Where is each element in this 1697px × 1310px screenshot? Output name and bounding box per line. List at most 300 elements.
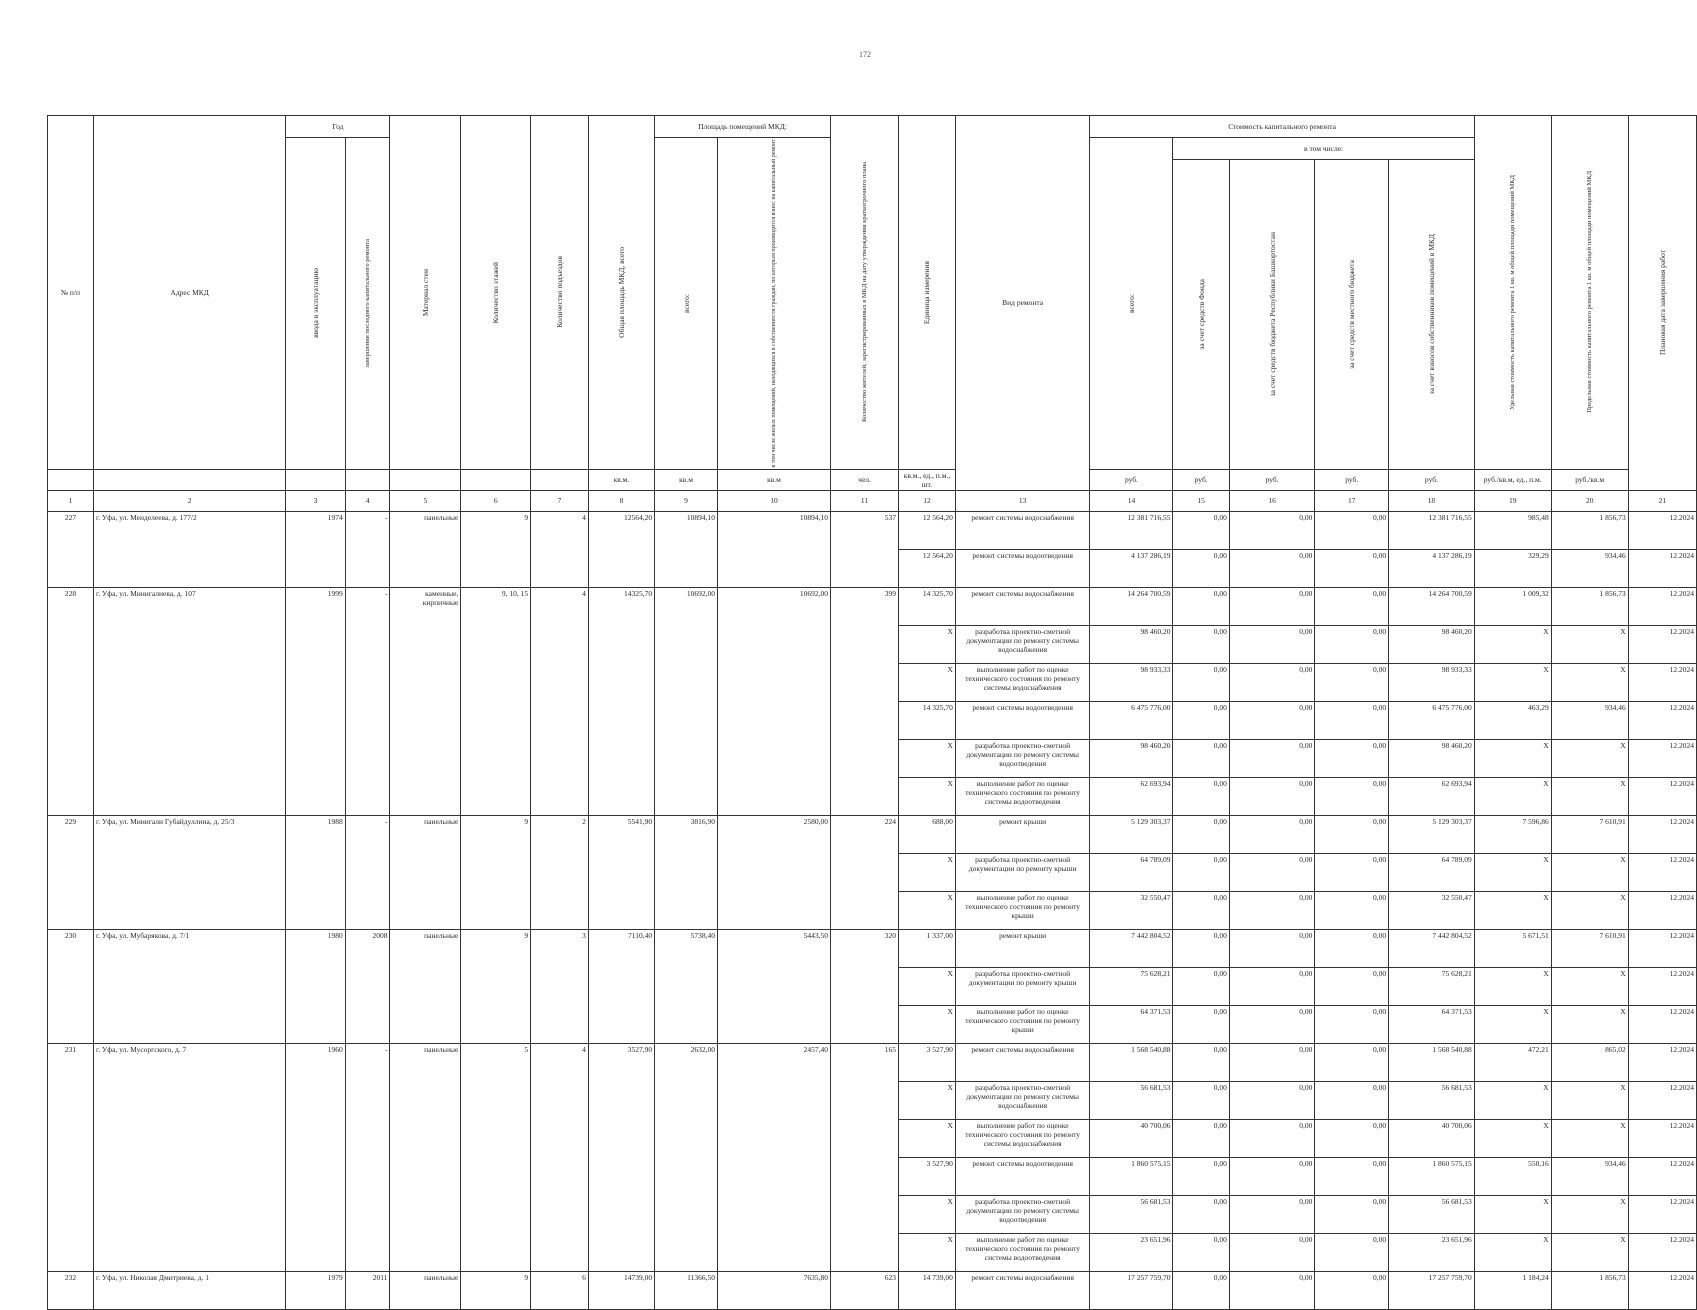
work-cost-fund: 0,00 — [1173, 511, 1229, 549]
building-address — [93, 1157, 285, 1195]
building-premises-paying — [718, 739, 831, 777]
table-row — [48, 967, 1697, 1005]
building-residents — [831, 1195, 899, 1233]
building-premises-paying — [718, 1157, 831, 1195]
work-cost-republic: 0,00 — [1229, 625, 1315, 663]
building-entrances — [531, 1119, 589, 1157]
building-total-area: 12564,20 — [588, 511, 654, 549]
building-material: панельные — [390, 1043, 461, 1081]
table-row — [48, 891, 1697, 929]
building-num — [48, 625, 94, 663]
work-cost-owners: 4 137 286,19 — [1389, 549, 1475, 587]
header-unit: Единица измерения — [922, 260, 932, 324]
building-num — [48, 1081, 94, 1119]
header-floors: Количество этажей — [491, 261, 501, 323]
table-row — [48, 1119, 1697, 1157]
building-year — [286, 1233, 345, 1271]
work-cost-fund: 0,00 — [1173, 1157, 1229, 1195]
building-num — [48, 739, 94, 777]
building-premises-paying — [718, 891, 831, 929]
work-cost-republic: 0,00 — [1229, 1233, 1315, 1271]
building-num — [48, 1005, 94, 1043]
header-cost-local: за счет средств местного бюджета — [1347, 259, 1357, 369]
building-year — [286, 663, 345, 701]
building-premises-paying: 2580,00 — [718, 815, 831, 853]
building-year — [286, 1081, 345, 1119]
work-cost-republic: 0,00 — [1229, 1195, 1315, 1233]
building-premises-paying: 10692,00 — [718, 587, 831, 625]
building-address — [93, 1081, 285, 1119]
column-number: 9 — [655, 490, 718, 511]
work-unit-cost: 463,29 — [1474, 701, 1551, 739]
work-cost-owners: 56 681,53 — [1389, 1081, 1475, 1119]
table-row — [48, 1271, 1697, 1309]
header-unit-cost: Удельная стоимость капитального ремонта 1 кв. м общей площади помещений МКД — [1509, 174, 1517, 410]
work-cost-local: 0,00 — [1315, 815, 1389, 853]
work-plan-date: 12.2024 — [1628, 1157, 1696, 1195]
table-row — [48, 1195, 1697, 1233]
work-max-cost: X — [1551, 1081, 1628, 1119]
building-floors — [461, 1233, 531, 1271]
work-type: разработка проектно-сметной документации по ремонту системы водоснабжения — [955, 625, 1090, 663]
table-row — [48, 511, 1697, 549]
header-year-last-repair: завершения последнего капитального ремонта — [364, 238, 372, 368]
work-cost-owners: 17 257 759,70 — [1389, 1271, 1475, 1309]
unit-cost-total: руб. — [1090, 469, 1173, 490]
work-cost-local: 0,00 — [1315, 1195, 1389, 1233]
work-max-cost: 934,46 — [1551, 701, 1628, 739]
work-plan-date: 12.2024 — [1628, 853, 1696, 891]
table-row — [48, 1043, 1697, 1081]
work-cost-republic: 0,00 — [1229, 663, 1315, 701]
work-cost-local: 0,00 — [1315, 739, 1389, 777]
table-row — [48, 1005, 1697, 1043]
building-premises-total — [655, 739, 718, 777]
work-cost-total: 98 460,20 — [1090, 739, 1173, 777]
building-last-repair — [345, 853, 390, 891]
building-year: 1979 — [286, 1271, 345, 1309]
building-address — [93, 967, 285, 1005]
building-premises-paying — [718, 1081, 831, 1119]
unit-residents: чел. — [831, 469, 899, 490]
building-floors — [461, 1195, 531, 1233]
work-cost-fund: 0,00 — [1173, 929, 1229, 967]
building-num: 231 — [48, 1043, 94, 1081]
building-num: 229 — [48, 815, 94, 853]
column-number: 17 — [1315, 490, 1389, 511]
work-cost-total: 64 371,53 — [1090, 1005, 1173, 1043]
work-max-cost: X — [1551, 1195, 1628, 1233]
work-cost-republic: 0,00 — [1229, 777, 1315, 815]
building-floors — [461, 777, 531, 815]
work-cost-local: 0,00 — [1315, 625, 1389, 663]
building-entrances — [531, 625, 589, 663]
building-floors — [461, 701, 531, 739]
building-entrances: 2 — [531, 815, 589, 853]
work-cost-fund: 0,00 — [1173, 967, 1229, 1005]
work-cost-local: 0,00 — [1315, 967, 1389, 1005]
work-cost-total: 14 264 700,59 — [1090, 587, 1173, 625]
building-premises-paying: 5443,50 — [718, 929, 831, 967]
work-cost-total: 4 137 286,19 — [1090, 549, 1173, 587]
work-max-cost: 1 856,73 — [1551, 511, 1628, 549]
header-year-group: Год — [286, 116, 390, 138]
work-type: разработка проектно-сметной документации по ремонту системы водоотведения — [955, 739, 1090, 777]
building-year — [286, 701, 345, 739]
work-cost-republic: 0,00 — [1229, 511, 1315, 549]
building-num — [48, 777, 94, 815]
work-type: выполнение работ по оценке технического состояния по ремонту системы водоотведения — [955, 777, 1090, 815]
work-measure: 3 527,90 — [899, 1043, 956, 1081]
work-cost-total: 23 651,96 — [1090, 1233, 1173, 1271]
work-type: ремонт системы водоснабжения — [955, 1271, 1090, 1309]
building-entrances: 4 — [531, 587, 589, 625]
building-address — [93, 1005, 285, 1043]
work-measure: 12 564,20 — [899, 511, 956, 549]
building-floors — [461, 663, 531, 701]
building-last-repair: 2011 — [345, 1271, 390, 1309]
work-cost-local: 0,00 — [1315, 701, 1389, 739]
work-cost-owners: 7 442 804,52 — [1389, 929, 1475, 967]
building-address — [93, 1195, 285, 1233]
work-cost-owners: 62 693,94 — [1389, 777, 1475, 815]
column-number: 5 — [390, 490, 461, 511]
work-cost-local: 0,00 — [1315, 587, 1389, 625]
work-plan-date: 12.2024 — [1628, 929, 1696, 967]
work-max-cost: 934,46 — [1551, 549, 1628, 587]
work-measure: X — [899, 853, 956, 891]
work-max-cost: X — [1551, 777, 1628, 815]
work-max-cost: 7 610,91 — [1551, 929, 1628, 967]
building-floors — [461, 853, 531, 891]
work-measure: 1 337,00 — [899, 929, 956, 967]
building-premises-total — [655, 853, 718, 891]
work-plan-date: 12.2024 — [1628, 777, 1696, 815]
header-premises-total: всего: — [681, 293, 691, 313]
building-num — [48, 701, 94, 739]
building-address: г. Уфа, ул. Мубарякова, д. 7/1 — [93, 929, 285, 967]
work-cost-total: 1 568 540,88 — [1090, 1043, 1173, 1081]
header-repair-type: Вид ремонта — [955, 116, 1090, 491]
work-type: ремонт системы водоотведения — [955, 701, 1090, 739]
work-cost-republic: 0,00 — [1229, 1043, 1315, 1081]
header-max-cost: Предельная стоимость капитального ремонта 1 кв. м общей площади помещений МКД — [1586, 171, 1594, 414]
building-premises-total — [655, 1195, 718, 1233]
building-address — [93, 1119, 285, 1157]
work-cost-fund: 0,00 — [1173, 663, 1229, 701]
header-wall-material: Материал стен — [420, 268, 430, 316]
building-material: каменные, кирпичные — [390, 587, 461, 625]
work-cost-local: 0,00 — [1315, 549, 1389, 587]
building-floors — [461, 1081, 531, 1119]
building-premises-paying — [718, 1005, 831, 1043]
header-cost-total: всего: — [1126, 293, 1136, 313]
work-measure: X — [899, 1005, 956, 1043]
work-cost-total: 1 860 575,15 — [1090, 1157, 1173, 1195]
work-plan-date: 12.2024 — [1628, 511, 1696, 549]
header-year-commission: ввода в эксплуатацию — [311, 268, 321, 339]
work-cost-total: 56 681,53 — [1090, 1195, 1173, 1233]
work-measure: X — [899, 967, 956, 1005]
building-year — [286, 1195, 345, 1233]
building-address — [93, 853, 285, 891]
table-row — [48, 701, 1697, 739]
building-last-repair — [345, 891, 390, 929]
work-cost-republic: 0,00 — [1229, 549, 1315, 587]
header-cost-group: Стоимость капитального ремонта — [1090, 116, 1474, 138]
building-year — [286, 1005, 345, 1043]
work-cost-republic: 0,00 — [1229, 1081, 1315, 1119]
work-max-cost: X — [1551, 853, 1628, 891]
unit-cost-republic: руб. — [1229, 469, 1315, 490]
building-last-repair: 2008 — [345, 929, 390, 967]
building-floors — [461, 739, 531, 777]
work-cost-republic: 0,00 — [1229, 929, 1315, 967]
work-max-cost: X — [1551, 739, 1628, 777]
building-residents — [831, 853, 899, 891]
work-unit-cost: X — [1474, 777, 1551, 815]
building-premises-total — [655, 891, 718, 929]
building-entrances — [531, 853, 589, 891]
work-max-cost: 865,02 — [1551, 1043, 1628, 1081]
building-material — [390, 739, 461, 777]
building-premises-paying — [718, 625, 831, 663]
work-unit-cost: 7 596,86 — [1474, 815, 1551, 853]
unit-premises-total: кв.м — [655, 469, 718, 490]
building-floors — [461, 549, 531, 587]
unit-cost-owners: руб. — [1389, 469, 1475, 490]
work-type: разработка проектно-сметной документации по ремонту крыши — [955, 853, 1090, 891]
work-unit-cost: X — [1474, 1005, 1551, 1043]
building-premises-paying — [718, 1195, 831, 1233]
work-measure: X — [899, 1119, 956, 1157]
work-cost-fund: 0,00 — [1173, 853, 1229, 891]
building-last-repair — [345, 1081, 390, 1119]
building-residents — [831, 663, 899, 701]
building-residents: 165 — [831, 1043, 899, 1081]
building-premises-total — [655, 549, 718, 587]
work-measure: 14 325,70 — [899, 701, 956, 739]
building-num — [48, 967, 94, 1005]
work-cost-fund: 0,00 — [1173, 1271, 1229, 1309]
work-cost-owners: 5 129 303,37 — [1389, 815, 1475, 853]
work-measure: 14 325,70 — [899, 587, 956, 625]
building-total-area: 3527,90 — [588, 1043, 654, 1081]
work-type: разработка проектно-сметной документации по ремонту крыши — [955, 967, 1090, 1005]
work-measure: 12 564,20 — [899, 549, 956, 587]
work-cost-owners: 1 860 575,15 — [1389, 1157, 1475, 1195]
building-last-repair — [345, 1005, 390, 1043]
work-plan-date: 12.2024 — [1628, 1081, 1696, 1119]
building-floors — [461, 625, 531, 663]
work-cost-local: 0,00 — [1315, 1157, 1389, 1195]
building-premises-total — [655, 1119, 718, 1157]
building-premises-paying — [718, 777, 831, 815]
building-last-repair — [345, 549, 390, 587]
work-cost-owners: 75 628,21 — [1389, 967, 1475, 1005]
building-residents — [831, 1005, 899, 1043]
work-plan-date: 12.2024 — [1628, 701, 1696, 739]
building-residents — [831, 1119, 899, 1157]
column-number: 20 — [1551, 490, 1628, 511]
work-cost-fund: 0,00 — [1173, 549, 1229, 587]
column-number: 3 — [286, 490, 345, 511]
building-premises-total: 11366,50 — [655, 1271, 718, 1309]
work-type: ремонт системы водоотведения — [955, 549, 1090, 587]
building-residents — [831, 777, 899, 815]
column-numbers-row — [48, 490, 1697, 511]
building-address — [93, 1233, 285, 1271]
work-measure: X — [899, 777, 956, 815]
building-last-repair — [345, 739, 390, 777]
work-cost-fund: 0,00 — [1173, 777, 1229, 815]
work-cost-total: 5 129 303,37 — [1090, 815, 1173, 853]
work-cost-local: 0,00 — [1315, 1043, 1389, 1081]
unit-premises-paying: кв.м — [718, 469, 831, 490]
building-total-area — [588, 701, 654, 739]
work-measure: X — [899, 625, 956, 663]
work-unit-cost: 5 671,51 — [1474, 929, 1551, 967]
building-premises-paying — [718, 663, 831, 701]
building-material: панельные — [390, 815, 461, 853]
work-max-cost: 1 856,73 — [1551, 1271, 1628, 1309]
building-premises-total — [655, 1005, 718, 1043]
work-cost-local: 0,00 — [1315, 853, 1389, 891]
work-cost-total: 12 381 716,55 — [1090, 511, 1173, 549]
work-plan-date: 12.2024 — [1628, 1119, 1696, 1157]
work-cost-total: 32 550,47 — [1090, 891, 1173, 929]
building-entrances — [531, 1005, 589, 1043]
building-total-area — [588, 663, 654, 701]
building-residents — [831, 1081, 899, 1119]
work-measure: 3 527,90 — [899, 1157, 956, 1195]
building-total-area — [588, 1119, 654, 1157]
building-premises-paying: 10894,10 — [718, 511, 831, 549]
building-total-area: 14325,70 — [588, 587, 654, 625]
work-unit-cost: X — [1474, 1081, 1551, 1119]
building-num — [48, 1119, 94, 1157]
building-residents — [831, 967, 899, 1005]
work-max-cost: X — [1551, 891, 1628, 929]
building-entrances: 4 — [531, 1043, 589, 1081]
work-cost-republic: 0,00 — [1229, 891, 1315, 929]
work-max-cost: 7 610,91 — [1551, 815, 1628, 853]
building-premises-total — [655, 777, 718, 815]
building-address — [93, 701, 285, 739]
building-entrances — [531, 967, 589, 1005]
table-row — [48, 625, 1697, 663]
building-residents — [831, 625, 899, 663]
work-cost-total: 64 789,09 — [1090, 853, 1173, 891]
work-cost-owners: 1 568 540,88 — [1389, 1043, 1475, 1081]
building-address — [93, 549, 285, 587]
work-cost-republic: 0,00 — [1229, 1119, 1315, 1157]
building-residents: 537 — [831, 511, 899, 549]
building-last-repair: - — [345, 1043, 390, 1081]
column-number: 12 — [899, 490, 956, 511]
column-number: 11 — [831, 490, 899, 511]
unit-total-area: кв.м. — [588, 469, 654, 490]
table-body — [48, 511, 1697, 1309]
building-entrances — [531, 1081, 589, 1119]
work-max-cost: X — [1551, 1233, 1628, 1271]
column-number: 19 — [1474, 490, 1551, 511]
work-type: выполнение работ по оценке технического состояния по ремонту системы водоотведения — [955, 1233, 1090, 1271]
building-floors — [461, 967, 531, 1005]
work-plan-date: 12.2024 — [1628, 1233, 1696, 1271]
building-last-repair — [345, 1157, 390, 1195]
building-total-area — [588, 1005, 654, 1043]
building-material: панельные — [390, 511, 461, 549]
building-num — [48, 1195, 94, 1233]
column-number: 8 — [588, 490, 654, 511]
building-premises-total — [655, 1157, 718, 1195]
work-cost-fund: 0,00 — [1173, 625, 1229, 663]
work-cost-owners: 40 700,06 — [1389, 1119, 1475, 1157]
building-entrances — [531, 701, 589, 739]
work-measure: X — [899, 1195, 956, 1233]
work-cost-local: 0,00 — [1315, 1233, 1389, 1271]
work-cost-local: 0,00 — [1315, 1005, 1389, 1043]
work-unit-cost: X — [1474, 1195, 1551, 1233]
building-total-area — [588, 1157, 654, 1195]
work-type: ремонт системы водоснабжения — [955, 1043, 1090, 1081]
building-material — [390, 1081, 461, 1119]
building-floors: 5 — [461, 1043, 531, 1081]
building-total-area: 14739,00 — [588, 1271, 654, 1309]
column-number: 16 — [1229, 490, 1315, 511]
building-total-area: 5541,90 — [588, 815, 654, 853]
building-year — [286, 777, 345, 815]
work-unit-cost: X — [1474, 625, 1551, 663]
building-residents — [831, 891, 899, 929]
building-material — [390, 663, 461, 701]
work-max-cost: X — [1551, 1005, 1628, 1043]
building-year — [286, 1157, 345, 1195]
work-measure: 688,00 — [899, 815, 956, 853]
building-material — [390, 967, 461, 1005]
building-year: 1974 — [286, 511, 345, 549]
building-premises-total: 3816,90 — [655, 815, 718, 853]
work-measure: X — [899, 1233, 956, 1271]
work-max-cost: X — [1551, 625, 1628, 663]
building-num — [48, 1233, 94, 1271]
building-address: г. Уфа, ул. Николая Дмитриева, д. 1 — [93, 1271, 285, 1309]
building-num — [48, 663, 94, 701]
work-type: выполнение работ по оценке технического состояния по ремонту крыши — [955, 1005, 1090, 1043]
work-type: ремонт системы водоснабжения — [955, 511, 1090, 549]
building-floors: 9 — [461, 929, 531, 967]
work-unit-cost: 1 184,24 — [1474, 1271, 1551, 1309]
building-material — [390, 891, 461, 929]
work-plan-date: 12.2024 — [1628, 1005, 1696, 1043]
building-year: 1960 — [286, 1043, 345, 1081]
work-cost-republic: 0,00 — [1229, 1005, 1315, 1043]
work-cost-fund: 0,00 — [1173, 587, 1229, 625]
building-year — [286, 853, 345, 891]
building-address: г. Уфа, ул. Менделеева, д. 177/2 — [93, 511, 285, 549]
column-number: 21 — [1628, 490, 1696, 511]
building-material — [390, 625, 461, 663]
building-year — [286, 1119, 345, 1157]
building-material — [390, 777, 461, 815]
work-cost-owners: 64 789,09 — [1389, 853, 1475, 891]
header-total-area: Общая площадь МКД, всего — [616, 246, 626, 338]
work-plan-date: 12.2024 — [1628, 1043, 1696, 1081]
work-cost-owners: 98 460,20 — [1389, 739, 1475, 777]
building-year: 1980 — [286, 929, 345, 967]
table-header — [48, 116, 1697, 512]
